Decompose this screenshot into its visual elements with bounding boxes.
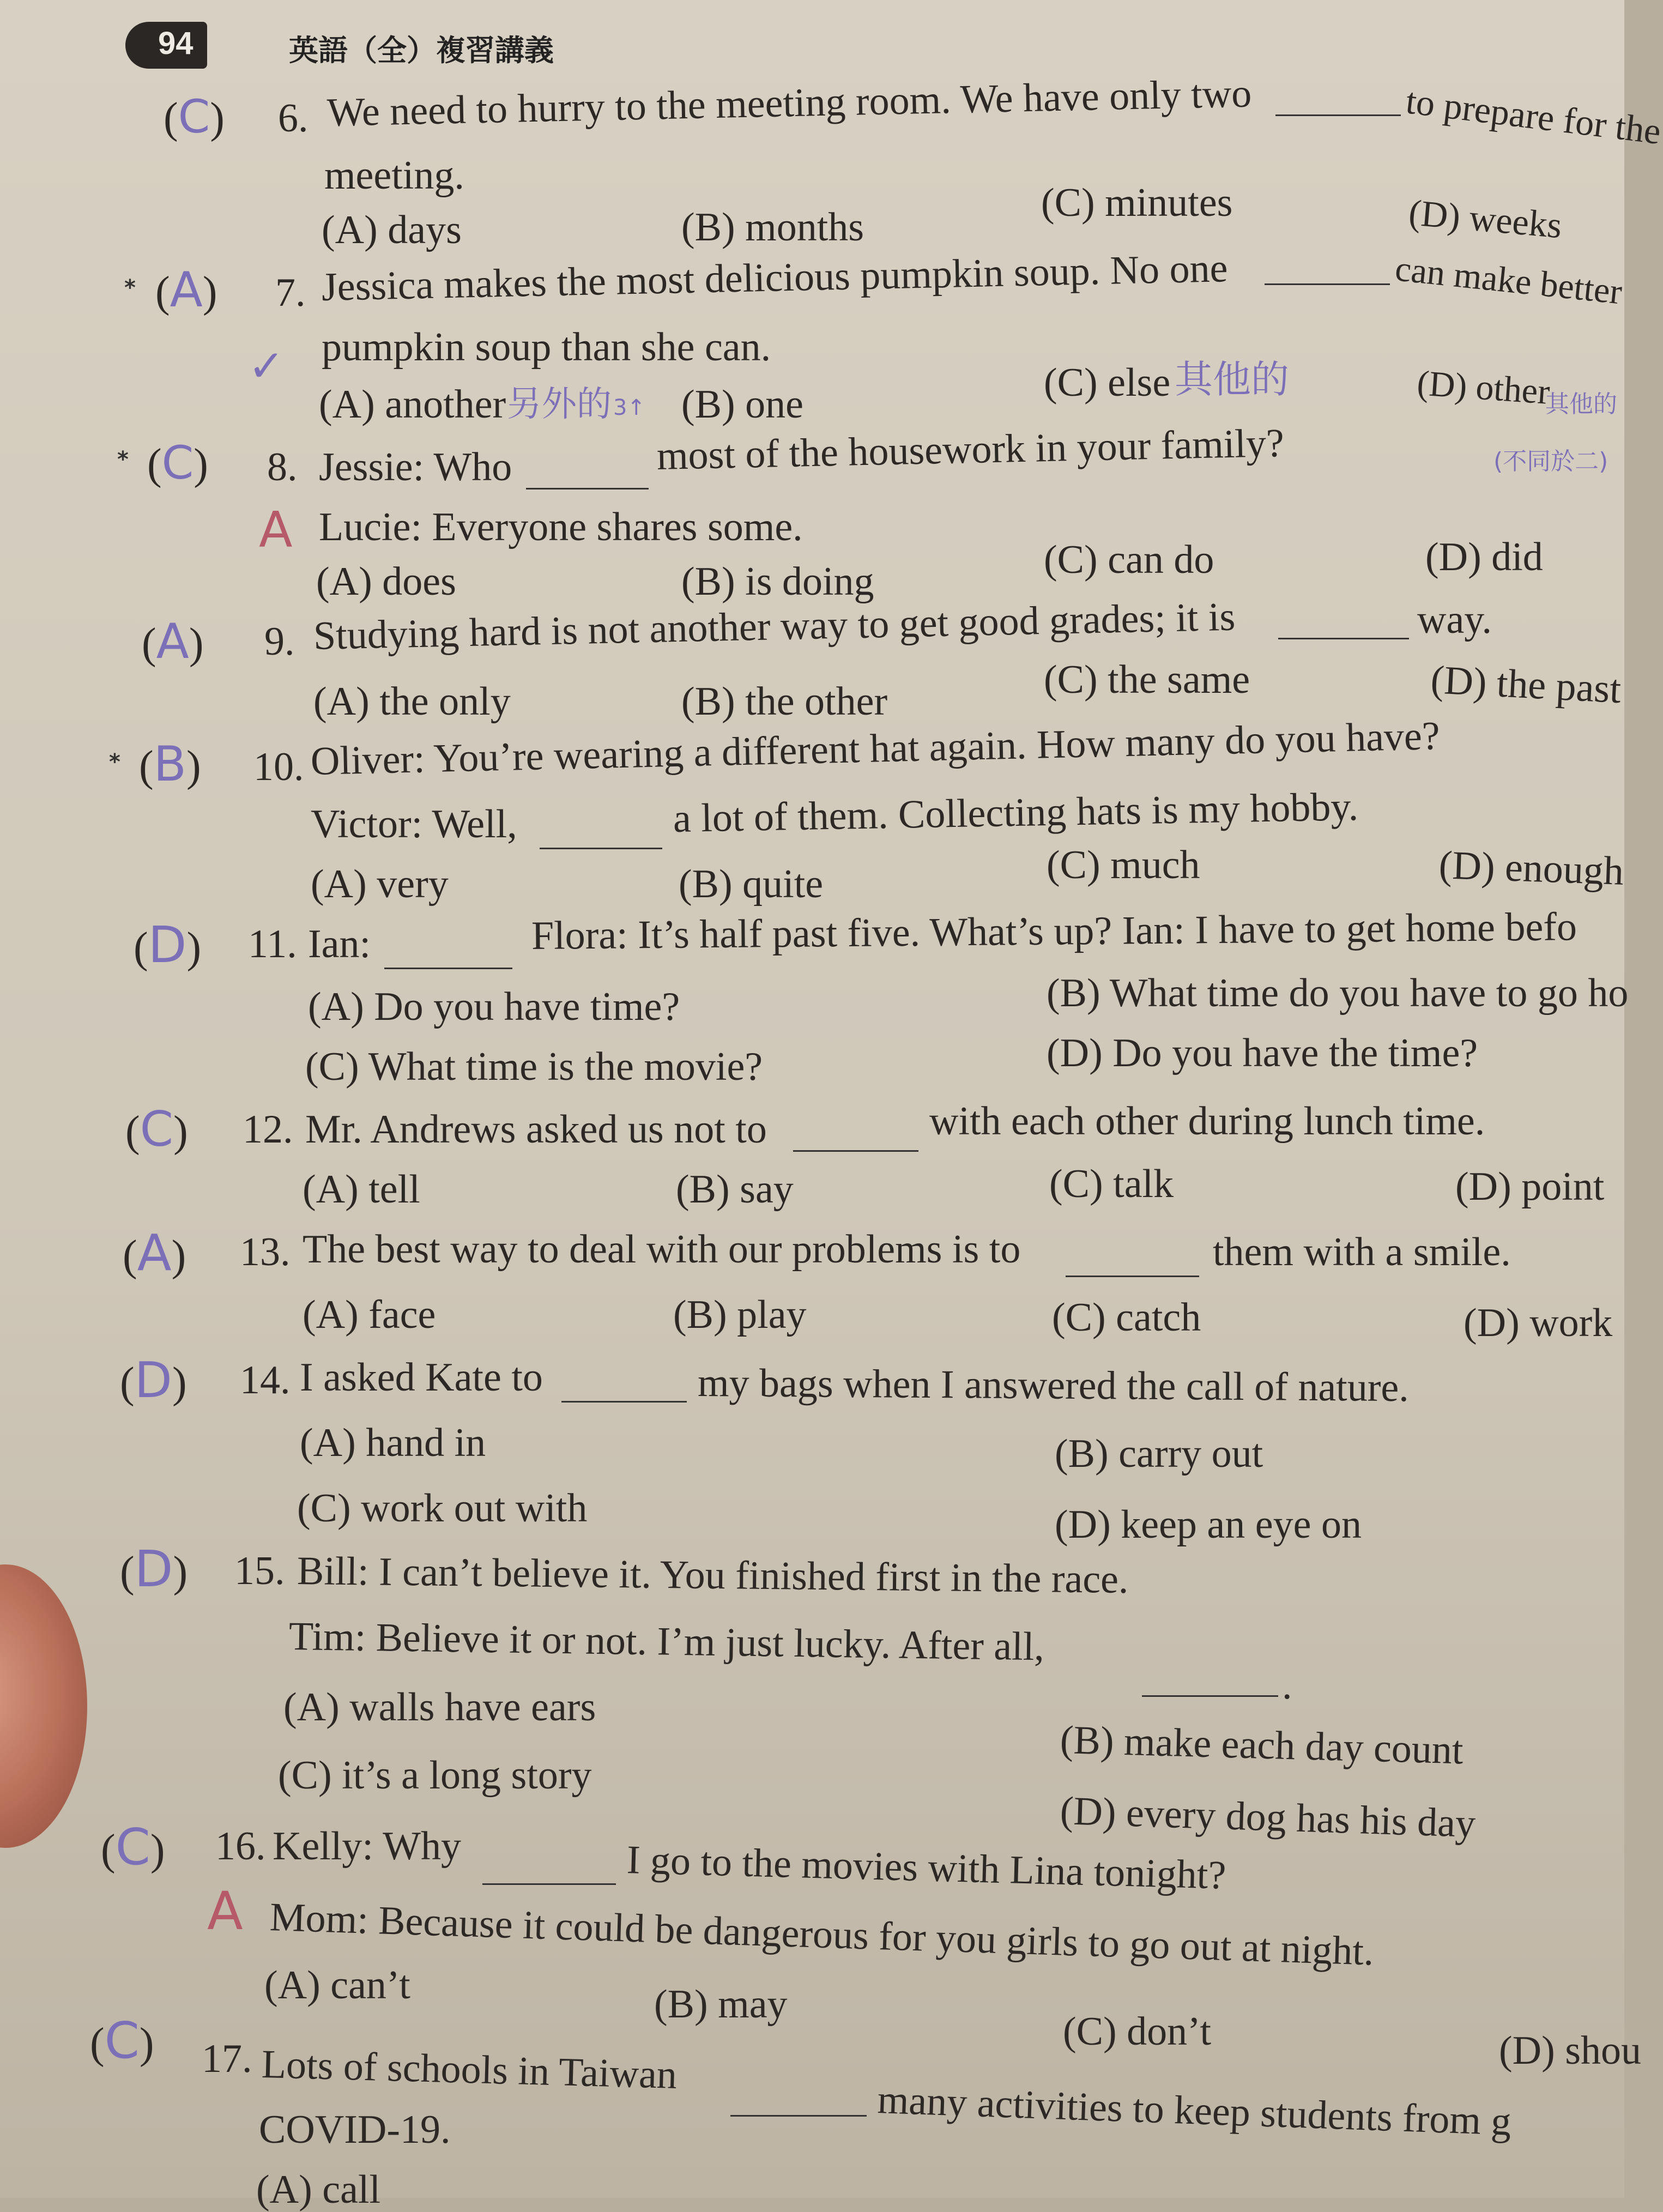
answer-paren: (A) — [142, 613, 204, 669]
page-number-badge: 94 — [125, 22, 207, 69]
answer-paren: (D) — [120, 1352, 187, 1409]
answer-paren: (C) — [164, 90, 225, 143]
answer-paren: (A) — [155, 262, 217, 318]
answer-paren: (A) — [123, 1224, 186, 1282]
answer-paren: (C) — [90, 2011, 154, 2070]
answer-paren: (B) — [139, 736, 201, 792]
question-list: (C) 6. We need to hurry to the meeting room. We have only two to prepare for the meeting. (A) days (B) months (C) minutes (D) weeks * (A) 7. Jessica makes the most delicious pumpkin soup. No one can make better pumpkin soup than she can. ✓ (A) another 另外的 3↑ (B) one (C) else 其他的 (D) other 其他的 (不同於二) * (C) 8. Jessie: Who most of the housework in your family? A Lucie: Everyone shares some. (A) does (B) is doing (C) can do (D) did (A) 9. Studying hard is not another way to get good grades; it is way. (A) the only (B) the other (C) the same (D) the past * (B) 10. Oliver: You’re wearing a different hat again. How many do you have? Victor: Well, a lot of them. Collecting hats is my hobby. (A) very (B) quite (C) much (D) enough (D) 11. Ian: Flora: It’s half past five. What’s up? Ian: I have to get home befo (A) Do you have time? (B) What time do you have to go ho (C) What time is the movie? (D) Do you have the time? (C) 12. Mr. Andrews asked us not to with each other during lunch time. (A) tell (B) say (C) talk (D) point (A) 13. The best way to deal with our problems is to them with a smile. (A) face (B) play (C) catch (D) work (D) 14. I asked Kate to my bags when I answered the call of nature. (A) hand in (B) carry out (C) work out with (D) keep an eye on (D) 15. Bill: I can’t believe it. You finished first in the race. Tim: Believe it or not. I’m just lucky. After all, . (A) walls have ears (B) make each day count (C) it’s a long story (D) every dog has his day (C) 16. Kelly: Why I go to the movies with Lina tonight? A Mom: Because it could be dangerous for you girls to go out at night. (A) can’t (B) may (C) don’t (D) shou (C) 17. Lots of schools in Taiwan many activities to keep students from g COVID-19. (A) call — [90, 71, 1663, 2212]
answer-paren: (C) — [101, 1818, 165, 1876]
answer-paren: (D) — [120, 1540, 188, 1598]
answer-paren: (C) — [147, 436, 208, 489]
answer-paren: (D) — [134, 916, 202, 974]
answer-paren: (C) — [125, 1101, 188, 1157]
header-title: 英語（全）複習講義 — [289, 33, 554, 68]
